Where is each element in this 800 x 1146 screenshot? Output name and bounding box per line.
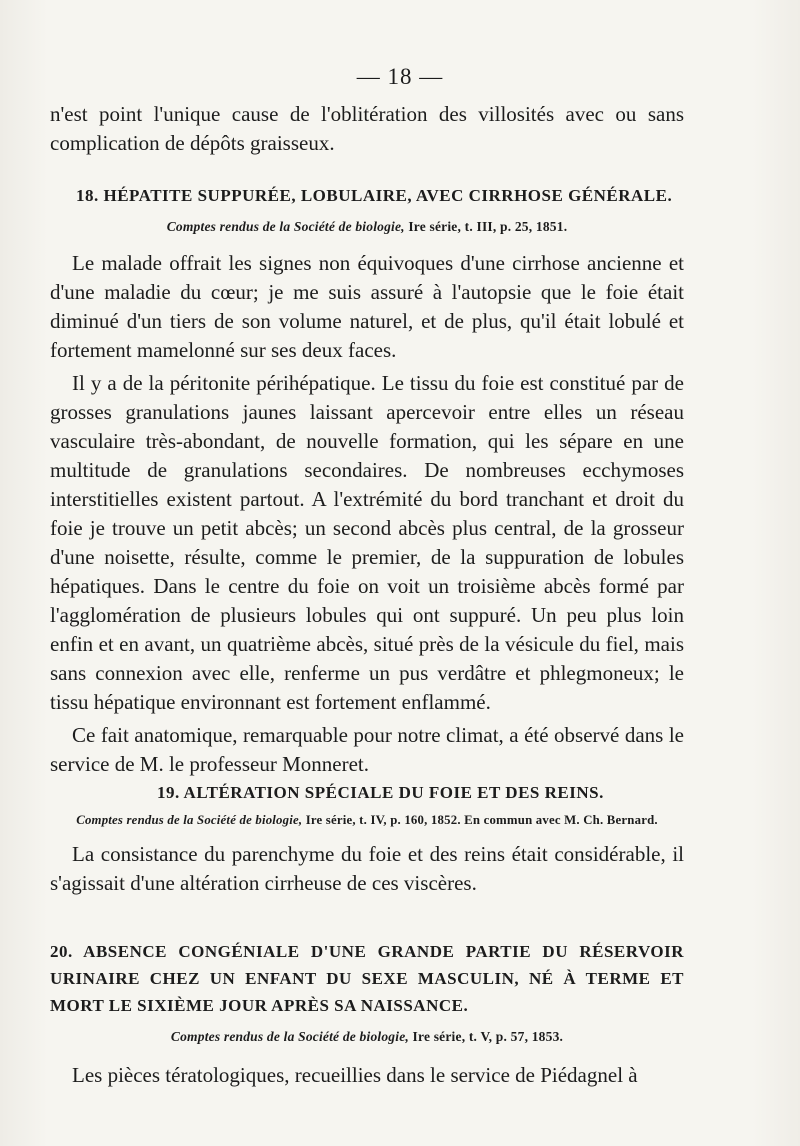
- intro-paragraph: n'est point l'unique cause de l'oblitération des villosités avec ou sans complication de dépôts graisseux.: [50, 102, 684, 155]
- intro-block: [50, 100, 684, 158]
- section-18-paragraph-3: Ce fait anatomique, remarquable pour notre climat, a été observé dans le service de M. le professeur Monneret.: [50, 723, 684, 776]
- section-19-body: [50, 840, 684, 898]
- section-18-ref-journal: Comptes rendus de la Société de biologie,: [166, 219, 405, 234]
- section-20: [50, 938, 684, 1090]
- section-20-body: [50, 1061, 684, 1090]
- section-19-ref-details: Ire série, t. IV, p. 160, 1852. En commun avec M. Ch. Bernard.: [305, 813, 658, 827]
- section-19-reference: [50, 813, 684, 828]
- page-number: — 18 —: [356, 64, 444, 89]
- section-20-paragraph-1: Les pièces tératologiques, recueillies dans le service de Piédagnel à: [72, 1063, 638, 1087]
- section-20-ref-journal: Comptes rendus de la Société de biologie,: [170, 1029, 409, 1044]
- section-19-ref-journal: Comptes rendus de la Société de biologie,: [76, 813, 303, 827]
- section-20-ref-details: Ire série, t. V, p. 57, 1853.: [412, 1029, 564, 1044]
- section-20-heading: 20. ABSENCE CONGÉNIALE D'UNE GRANDE PARTIE DU RÉSERVOIR URINAIRE CHEZ UN ENFANT DU SEXE MASCULIN, NÉ À TERME ET MORT LE SIXIÈME JOUR APRÈS SA NAISSANCE.: [50, 942, 684, 1015]
- section-19-paragraph-1: La consistance du parenchyme du foie et des reins était considérable, il s'agissait d'une altération cirrheuse de ces viscères.: [50, 842, 684, 895]
- section-20-reference: [50, 1029, 684, 1045]
- section-18-paragraph-1: Le malade offrait les signes non équivoques d'une cirrhose ancienne et d'une maladie du cœur; je me suis assuré à l'autopsie que le foie était diminué d'un tiers de son volume naturel, et de plus, qu'il était lobulé et fortement mamelonné sur ses deux faces.: [50, 251, 684, 362]
- section-18: [50, 186, 684, 779]
- section-19-heading: 19. ALTÉRATION SPÉCIALE DU FOIE ET DES REINS.: [157, 783, 604, 802]
- section-19: [50, 783, 684, 898]
- section-18-paragraph-2: Il y a de la péritonite périhépatique. Le tissu du foie est constitué par de grosses granulations jaunes laissant apercevoir entre elles un réseau vasculaire très-abondant, de nouvelle formation, qui les sépare en une multitude de granulations secondaires. De nombreuses ecchymoses interstitielles existent partout. A l'extrémité du bord tranchant et droit du foie je trouve un petit abcès; un second abcès plus central, de la grosseur d'une noisette, résulte, comme le premier, de la suppuration de lobules hépatiques. Dans le centre du foie on voit un troisième abcès formé par l'agglomération de plusieurs lobules qui ont suppuré. Un peu plus loin enfin et en avant, un quatrième abcès, situé près de la vésicule du fiel, mais sans connexion avec elle, renferme un pus verdâtre et phlegmoneux; le tissu hépatique environnant est fortement enflammé.: [50, 371, 684, 714]
- section-18-body: [50, 249, 684, 779]
- section-18-heading: 18. HÉPATITE SUPPURÉE, LOBULAIRE, AVEC CIRRHOSE GÉNÉRALE.: [76, 186, 673, 205]
- section-18-reference: [50, 219, 684, 235]
- section-18-ref-details: Ire série, t. III, p. 25, 1851.: [408, 219, 568, 234]
